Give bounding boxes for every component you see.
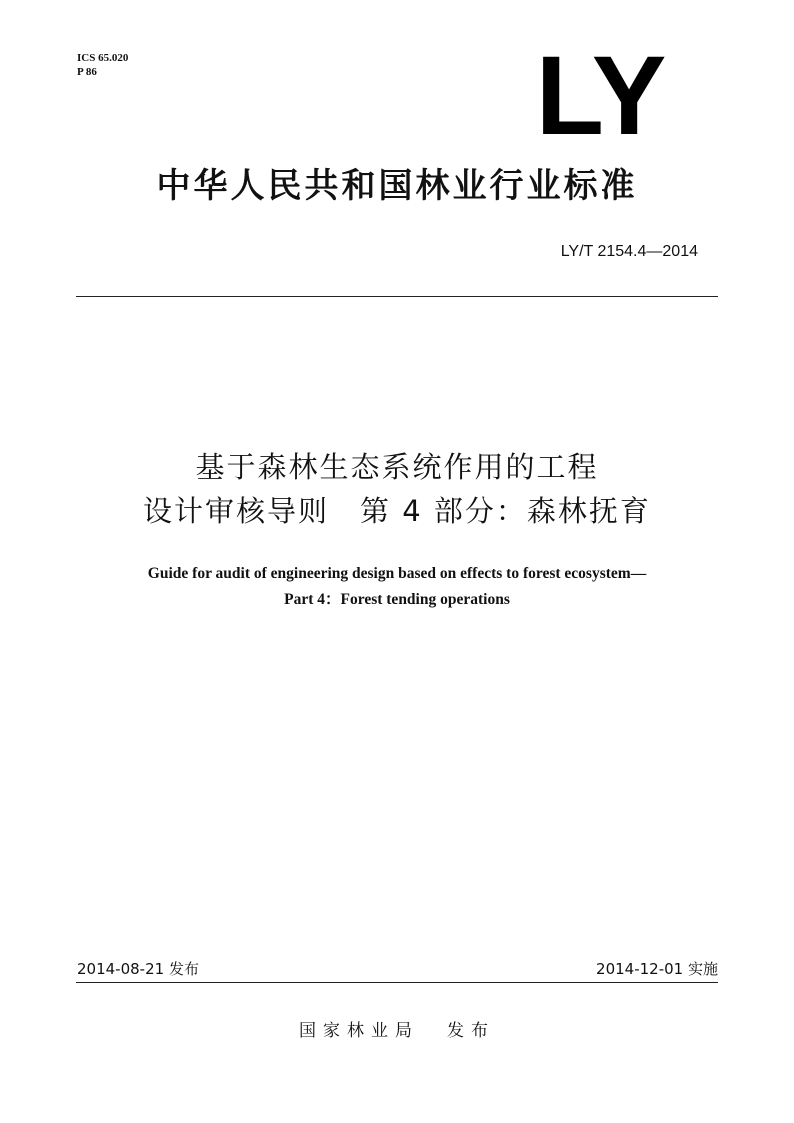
standard-category-title: 中华人民共和国林业行业标准 [156,166,638,206]
ccs-code: P 86 [77,66,97,78]
chinese-title-line-1: 基于森林生态系统作用的工程 [195,450,599,484]
implementation-date: 2014-12-01 实施 [596,960,718,978]
english-title-line-1: Guide for audit of engineering design based on effects to forest ecosystem— [147,565,647,582]
english-title [40,561,754,613]
english-title-line-2: Part 4：Forest tending operations [284,591,510,608]
header-divider [76,296,718,297]
chinese-title-line-2: 设计审核导则 第 4 部分：森林抚育 [143,494,651,528]
publisher-name: 国家林业局 [299,1021,419,1041]
standard-logo: LY [535,33,665,158]
standard-number: LY/T 2154.4—2014 [560,243,698,260]
ics-code: ICS 65.020 [77,52,129,64]
issue-date: 2014-08-21 发布 [77,960,199,978]
classification-codes [77,51,128,79]
footer-divider [76,982,718,983]
chinese-title [40,445,754,533]
publisher-line [0,1019,794,1043]
publish-action: 发布 [447,1021,495,1041]
